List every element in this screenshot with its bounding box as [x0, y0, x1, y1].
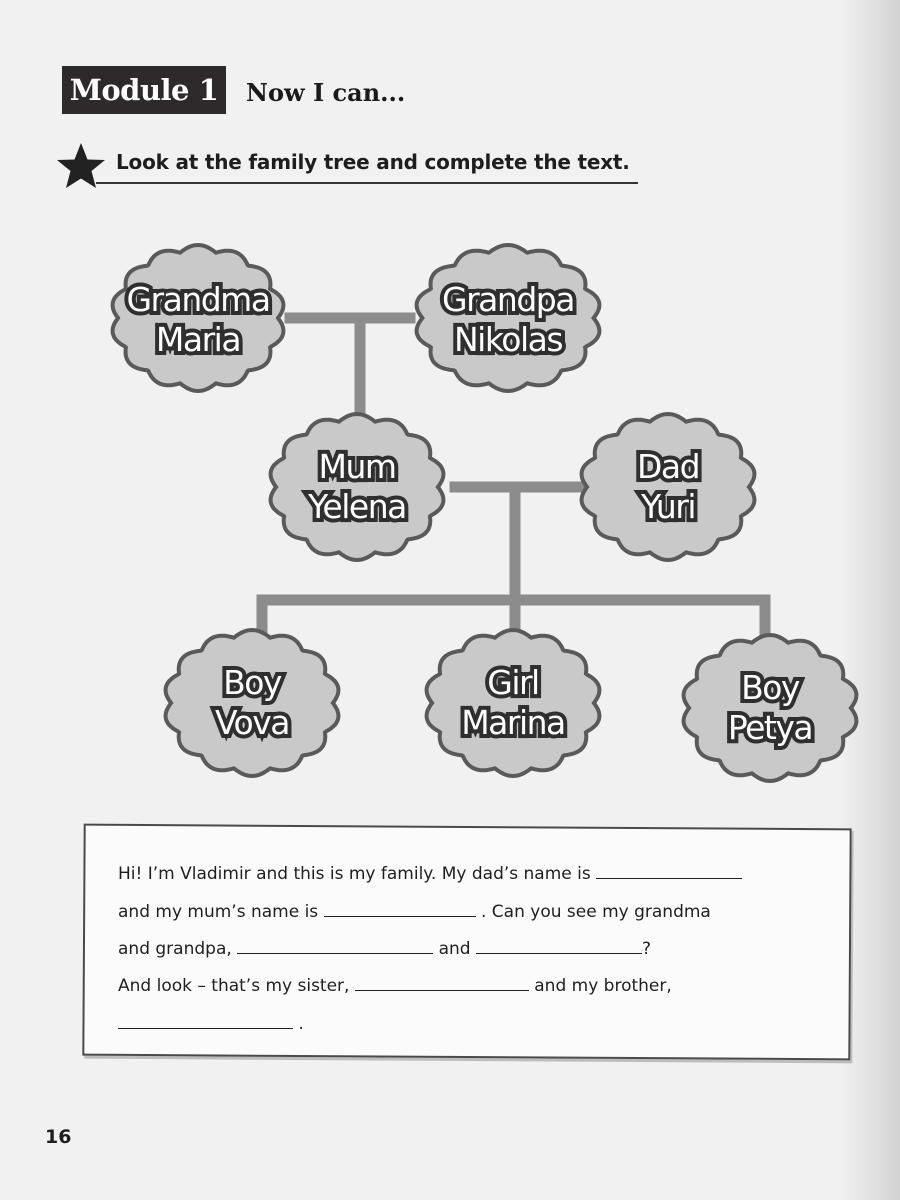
dad-name: Yuri	[640, 487, 696, 527]
passage-text: . Can you see my grandma	[480, 902, 711, 922]
blank-grandma-name[interactable]	[237, 935, 433, 954]
passage-text: and my mum’s name is	[118, 902, 319, 922]
page-number: 16	[45, 1126, 72, 1148]
grandma-name: Maria	[155, 320, 241, 360]
dad-role: Dad	[636, 447, 700, 486]
passage-line-3	[118, 935, 651, 959]
page-title: Now I can...	[246, 78, 406, 107]
passage-text: and	[438, 939, 471, 959]
passage-text: Hi! I’m Vladimir and this is my family. My dad’s name is	[118, 864, 591, 884]
mum-role: Mum	[318, 447, 396, 486]
mum-name: Yelena	[308, 487, 406, 527]
blank-brother-name[interactable]	[118, 1010, 293, 1029]
passage-text: .	[298, 1014, 304, 1034]
cloud-label-girl-marina	[413, 663, 613, 744]
blank-grandpa-name[interactable]	[476, 935, 642, 954]
girl-marina-role: Girl	[487, 663, 539, 702]
blank-sister-name[interactable]	[355, 972, 529, 991]
cloud-label-dad	[568, 447, 768, 528]
cloud-label-mum	[257, 447, 457, 528]
passage-text: And look – that’s my sister,	[118, 976, 350, 996]
boy-petya-role: Boy	[741, 668, 799, 707]
passage-text: and grandpa,	[118, 939, 232, 959]
cloud-label-grandma	[98, 280, 298, 361]
passage-line-4	[118, 972, 672, 996]
boy-petya-name: Petya	[727, 708, 813, 748]
passage-text: ?	[641, 939, 651, 959]
girl-marina-name: Marina	[461, 703, 565, 743]
passage-line-1	[118, 860, 742, 884]
boy-vova-name: Vova	[215, 703, 289, 743]
grandma-role: Grandma	[126, 280, 270, 319]
passage-line-2	[118, 898, 711, 922]
blank-mum-name[interactable]	[324, 898, 476, 917]
module-badge: Module 1	[62, 66, 226, 114]
cloud-label-boy-vova	[152, 663, 352, 744]
cloud-label-boy-petya	[670, 668, 870, 749]
passage-text: and my brother,	[534, 976, 672, 996]
instruction-text: Look at the family tree and complete the text.	[116, 150, 630, 174]
blank-dad-name[interactable]	[596, 860, 742, 879]
cloud-label-grandpa	[403, 280, 613, 361]
boy-vova-role: Boy	[223, 663, 281, 702]
grandpa-name: Nikolas	[453, 320, 563, 360]
passage-line-5	[118, 1010, 304, 1034]
grandpa-role: Grandpa	[442, 280, 574, 319]
